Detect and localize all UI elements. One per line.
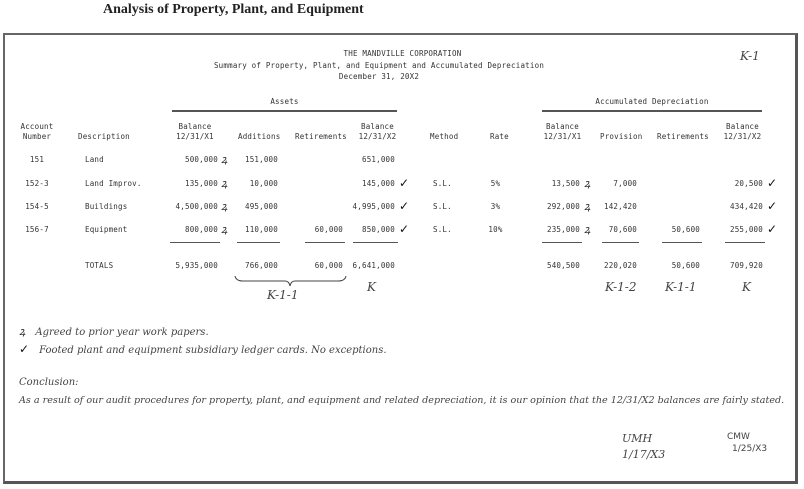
cell-dbal2: 255,000 <box>729 225 763 234</box>
legend-item-footed <box>19 340 387 358</box>
company-name: THE MANDVILLE CORPORATION <box>343 49 462 58</box>
checkmark-icon: ✓ <box>399 199 410 213</box>
underline-additions <box>237 242 280 243</box>
checkmark-icon: ✓ <box>767 199 778 213</box>
total-retirements: 60,000 <box>314 261 343 270</box>
preparer-initials: UMH <box>622 432 653 445</box>
xref-additions-retirements: K-1-1 <box>267 288 299 302</box>
xref-bal2: K <box>367 280 376 294</box>
cell-retirements: 60,000 <box>314 225 343 234</box>
prior-year-tickmark-icon: ꝝ <box>584 223 591 236</box>
cell-bal1: 800,000 <box>184 225 218 234</box>
cell-dbal1: 292,000 <box>546 202 580 211</box>
cell-additions: 110,000 <box>244 225 278 234</box>
preparer-date: 1/17/X3 <box>622 448 666 461</box>
total-bal2: 6,641,000 <box>352 261 395 270</box>
prior-year-tickmark-icon: ꝝ <box>221 200 228 213</box>
cell-method: S.L. <box>433 179 452 188</box>
workpaper-subtitle: Summary of Property, Plant, and Equipment and Accumulated Depreciation <box>213 61 545 70</box>
total-dbal2: 709,920 <box>729 261 763 270</box>
col-rate: Rate <box>490 132 509 141</box>
col-description: Description <box>78 132 130 141</box>
brace-icon <box>233 275 348 287</box>
cell-bal2: 651,000 <box>361 155 395 164</box>
col-dep-balance-x1: Balance 12/31/X1 <box>543 122 582 141</box>
col-dep-balance-x2: Balance 12/31/X2 <box>723 122 762 141</box>
reviewer-date: 1/25/X3 <box>732 444 768 454</box>
prior-year-tickmark-icon: ꝝ <box>584 200 591 213</box>
xref-dep-retirements: K-1-1 <box>665 280 697 294</box>
cell-dbal1: 235,000 <box>546 225 580 234</box>
xref-dbal2: K <box>742 280 751 294</box>
checkmark-icon: ✓ <box>767 222 778 236</box>
col-balance-x2: Balance 12/31/X2 <box>358 122 397 141</box>
cell-description: Buildings <box>85 202 128 211</box>
underline-dretirements <box>662 242 702 243</box>
cell-bal1: 135,000 <box>184 179 218 188</box>
cell-description: Land Improv. <box>85 179 142 188</box>
cell-provision: 70,600 <box>608 225 637 234</box>
cell-account: 156-7 <box>25 225 49 234</box>
underline-bal2 <box>353 242 398 243</box>
col-provision: Provision <box>600 132 643 141</box>
cell-bal2: 4,995,000 <box>352 202 395 211</box>
legend-text: Agreed to prior year work papers. <box>35 327 209 338</box>
accum-dep-group-header: Accumulated Depreciation <box>595 97 709 106</box>
underline-bal1 <box>170 242 220 243</box>
cell-bal1: 4,500,000 <box>175 202 218 211</box>
checkmark-icon: ✓ <box>767 176 778 190</box>
cell-rate: 3% <box>490 202 501 211</box>
prior-year-tickmark-icon: ꝝ <box>221 153 228 166</box>
preparer-signoff <box>622 431 665 463</box>
cell-dbal2: 20,500 <box>734 179 763 188</box>
cell-provision: 142,420 <box>603 202 637 211</box>
cell-description: Equipment <box>85 225 128 234</box>
cell-dretirements: 50,600 <box>671 225 700 234</box>
legend-text: Footed plant and equipment subsidiary ledger cards. No exceptions. <box>39 345 387 356</box>
total-bal1: 5,935,000 <box>175 261 218 270</box>
col-account-number: Account Number <box>20 122 54 141</box>
cell-additions: 495,000 <box>244 202 278 211</box>
conclusion-label: Conclusion: <box>19 377 79 388</box>
cell-account: 152-3 <box>25 179 49 188</box>
prior-year-tickmark-icon: ꝝ <box>221 223 228 236</box>
prior-year-tickmark-icon: ꝝ <box>19 325 26 338</box>
col-dep-retirements: Retirements <box>657 132 709 141</box>
totals-label: TOTALS <box>85 261 114 270</box>
cell-provision: 7,000 <box>613 179 637 188</box>
cell-bal2: 850,000 <box>361 225 395 234</box>
accum-dep-rule <box>542 110 762 112</box>
underline-retirements <box>305 242 345 243</box>
cell-account: 151 <box>29 155 45 164</box>
prior-year-tickmark-icon: ꝝ <box>584 177 591 190</box>
total-provision: 220,020 <box>603 261 637 270</box>
underline-dbal1 <box>542 242 582 243</box>
checkmark-icon: ✓ <box>19 342 30 356</box>
cell-method: S.L. <box>433 225 452 234</box>
conclusion-text: As a result of our audit procedures for property, plant, and equipment and related depreciation, it is our opinion that the 12/31/X2 balances are fairly stated. <box>19 395 785 406</box>
col-balance-x1: Balance 12/31/X1 <box>176 122 214 141</box>
assets-group-header: Assets <box>270 97 299 106</box>
col-retirements: Retirements <box>295 132 347 141</box>
col-method: Method <box>430 132 459 141</box>
checkmark-icon: ✓ <box>399 176 410 190</box>
legend-item-prior-year <box>19 322 209 340</box>
cell-bal1: 500,000 <box>184 155 218 164</box>
xref-provision: K-1-2 <box>605 280 637 294</box>
cell-dbal2: 434,420 <box>729 202 763 211</box>
prior-year-tickmark-icon: ꝝ <box>221 177 228 190</box>
underline-dbal2 <box>725 242 765 243</box>
workpaper <box>3 33 798 484</box>
cell-method: S.L. <box>433 202 452 211</box>
cell-account: 154-5 <box>25 202 49 211</box>
reviewer-initials: CMW <box>727 432 750 442</box>
assets-rule <box>172 110 397 112</box>
workpaper-date: December 31, 20X2 <box>338 72 420 81</box>
total-additions: 766,000 <box>244 261 278 270</box>
col-additions: Additions <box>238 132 281 141</box>
cell-additions: 151,000 <box>244 155 278 164</box>
checkmark-icon: ✓ <box>399 222 410 236</box>
cell-dbal1: 13,500 <box>551 179 580 188</box>
underline-provision <box>602 242 639 243</box>
cell-description: Land <box>85 155 104 164</box>
page-title: Analysis of Property, Plant, and Equipment <box>103 2 364 17</box>
cell-rate: 10% <box>488 225 503 234</box>
reviewer-signoff <box>727 431 767 455</box>
total-dretirements: 50,600 <box>671 261 700 270</box>
cell-additions: 10,000 <box>249 179 278 188</box>
cell-bal2: 145,000 <box>361 179 395 188</box>
total-dbal1: 540,500 <box>546 261 580 270</box>
workpaper-reference: K-1 <box>740 49 760 63</box>
cell-rate: 5% <box>490 179 501 188</box>
